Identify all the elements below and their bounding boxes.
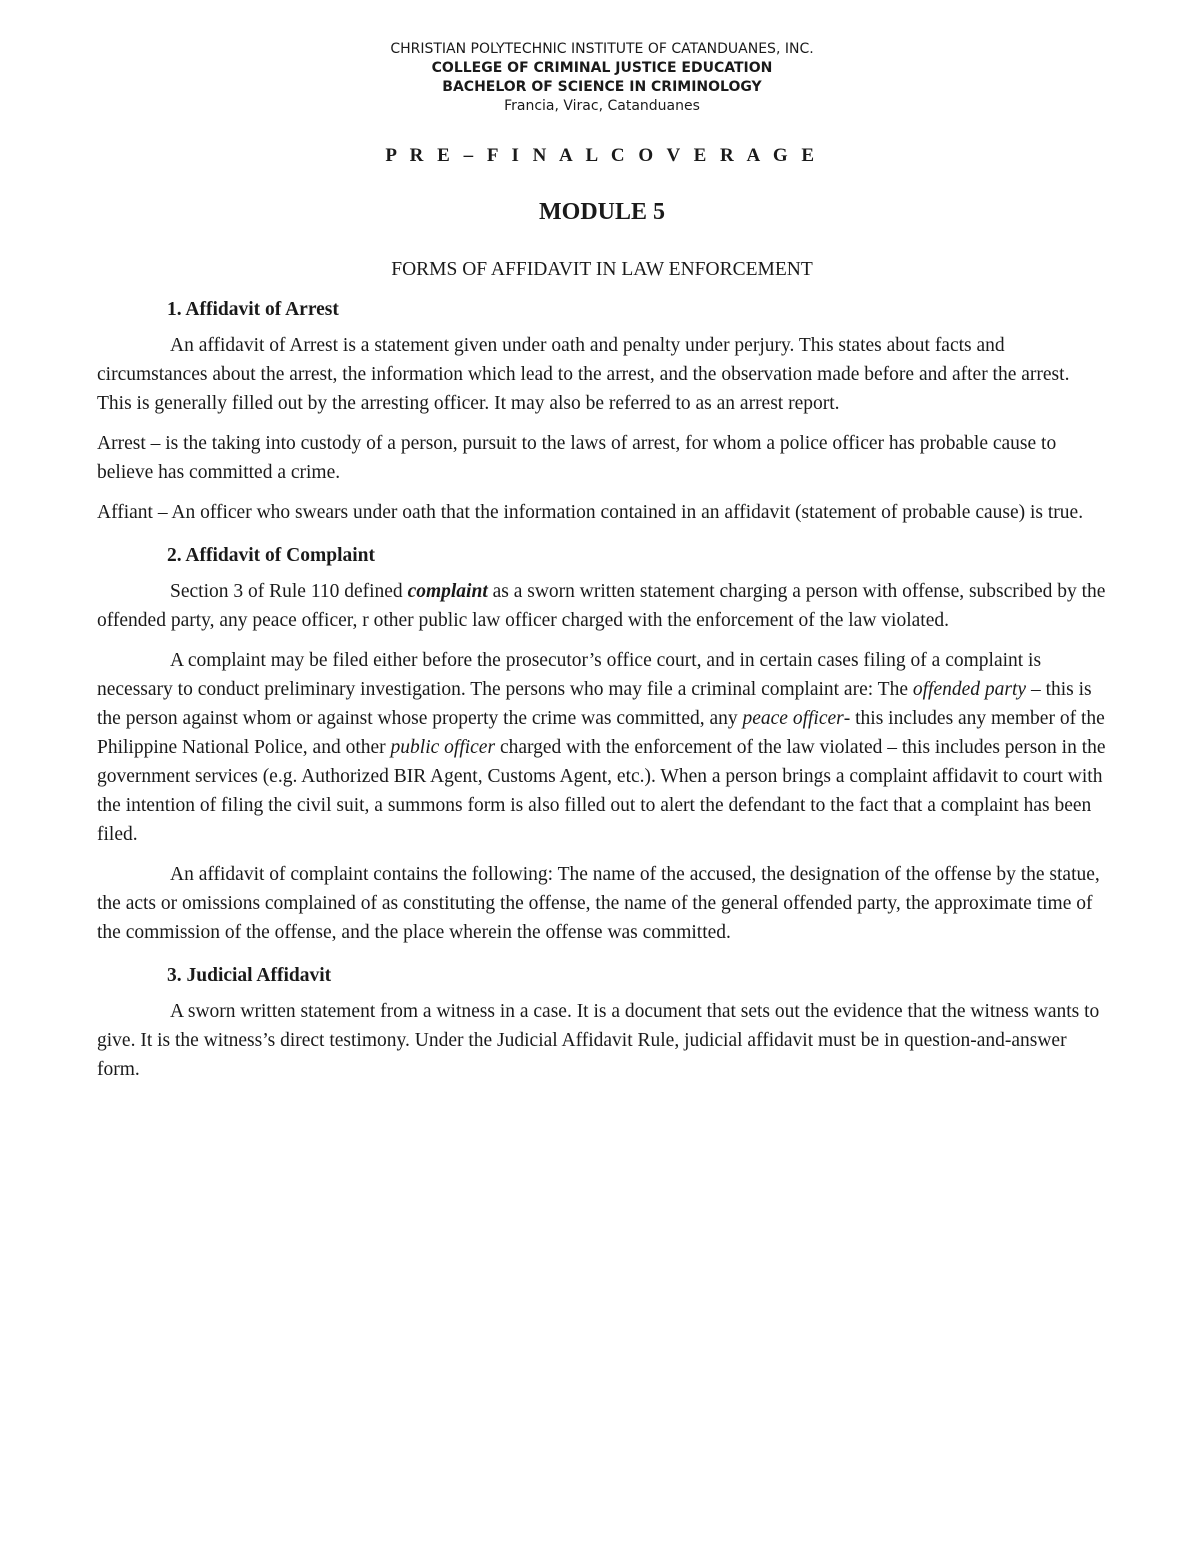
text-run: Section 3 of Rule 110 defined [170,581,408,602]
paragraph [97,577,1107,635]
institute-name: CHRISTIAN POLYTECHNIC INSTITUTE OF CATANDUANES, INC. [390,41,814,57]
module-title: MODULE 5 [539,199,665,225]
paragraph: Arrest – is the taking into custody of a person, pursuit to the laws of arrest, for whom a police officer has probable cause to believe has committed a crime. [97,433,1057,483]
emphasis-term: complaint [407,581,488,602]
program-name: BACHELOR OF SCIENCE IN CRIMINOLOGY [442,79,762,95]
emphasis-term: peace officer [742,708,844,729]
paragraph: Affiant – An officer who swears under oath that the information contained in an affidavit (statement of probable cause) is true. [97,502,1084,523]
location: Francia, Virac, Catanduanes [504,98,700,114]
section-heading-judicial: 3. Judicial Affidavit [167,965,332,986]
paragraph: An affidavit of complaint contains the following: The name of the accused, the designation of the offense by the statue, the acts or omissions complained of as constituting the offense, the name of the general offended party, the approximate time of the commission of the offense, and the place wherein the offense was committed. [97,864,1100,943]
document-page [97,40,1107,1084]
paragraph: A sworn written statement from a witness in a case. It is a document that sets out the evidence that the witness wants to give. It is the witness’s direct testimony. Under the Judicial Affidavit Rule, judicial affidavit must be in question-and-answer form. [97,1001,1100,1080]
emphasis-term: public officer [390,737,496,758]
paragraph [97,646,1107,849]
topic-title: FORMS OF AFFIDAVIT IN LAW ENFORCEMENT [391,259,813,280]
paragraph: An affidavit of Arrest is a statement given under oath and penalty under perjury. This states about facts and circumstances about the arrest, the information which lead to the arrest, and the observation made before and after the arrest. This is generally filled out by the arresting officer. It may also be referred to as an arrest report. [97,335,1070,414]
college-name: COLLEGE OF CRIMINAL JUSTICE EDUCATION [431,60,773,76]
text-run: charged with the enforcement of the law violated – this includes person in the government services (e.g. Authorized BIR Agent, Customs Agent, etc.). When a person brings a complaint affidavit to court with the intention of filing the civil suit, a summons form is also filled out to alert the defendant to the fact that a complaint has been filed. [97,737,1106,845]
text-run: – this is the person against whom or against whose property the crime was committed, any [97,679,1092,729]
coverage-title: P R E – F I N A L C O V E R A G E [385,145,819,166]
text-run: A complaint may be filed either before the prosecutor’s office court, and in certain cases filing of a complaint is necessary to conduct preliminary investigation. The persons who may file a criminal complaint are: The [97,650,1042,700]
section-heading-complaint: 2. Affidavit of Complaint [167,545,376,566]
section-heading-arrest: 1. Affidavit of Arrest [167,299,339,320]
text-run: as a sworn written statement charging a person with offense, subscribed by the offended party, any peace officer, r other public law officer charged with the enforcement of the law violated. [97,581,1106,631]
emphasis-term: offended party [912,679,1027,700]
text-run: - this includes any member of the Philippine National Police, and other [97,708,1105,758]
letterhead [97,40,1107,116]
